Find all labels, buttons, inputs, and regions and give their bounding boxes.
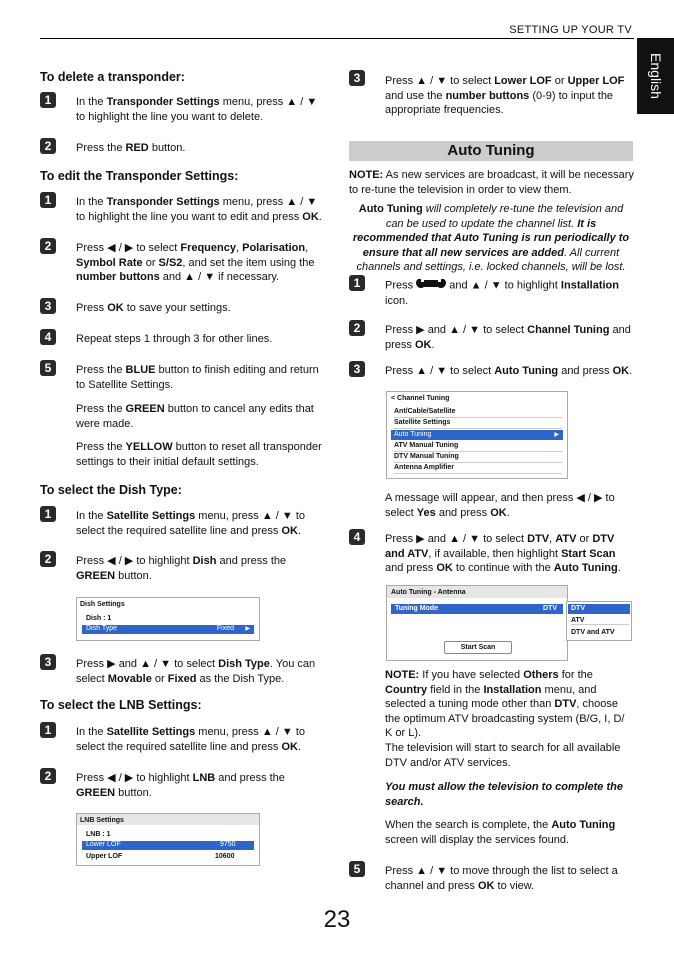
search-text: The television will start to search for all available DTV and/or ATV services. bbox=[385, 742, 621, 769]
edit-step-4: Repeat steps 1 through 3 for other lines. bbox=[76, 333, 273, 345]
edit-step-5-green: Press the GREEN button to cancel any edits that were made. bbox=[76, 403, 314, 430]
tuning-step-3: Press ▲ / ▼ to select Auto Tuning and press OK. bbox=[385, 365, 633, 377]
tuning-mode-row[interactable]: Tuning Mode DTV bbox=[391, 604, 563, 614]
option-dtv[interactable]: DTV bbox=[568, 604, 630, 614]
menu-item-auto-tuning[interactable]: Auto Tuning ▶ bbox=[391, 430, 563, 440]
auto-tuning-note: NOTE: As new services are broadcast, it will be necessary to re-tune the television in order to view them. bbox=[349, 169, 634, 196]
header-rule bbox=[40, 38, 634, 39]
channel-tuning-back[interactable]: < Channel Tuning bbox=[391, 395, 450, 402]
auto-tuning-antenna-title: Auto Tuning - Antenna bbox=[391, 589, 466, 596]
page-number: 23 bbox=[323, 906, 351, 933]
menu-item-antenna-amplifier[interactable]: Antenna Amplifier bbox=[394, 464, 562, 474]
dish-step-2: Press ◀ / ▶ to highlight Dish and press the GREEN button. bbox=[76, 555, 287, 582]
delete-step-1: In the Transponder Settings menu, press ▲ / ▼ to highlight the line you want to delete. bbox=[76, 96, 318, 123]
step-number: 3 bbox=[40, 654, 56, 670]
auto-tuning-antenna-box bbox=[386, 585, 568, 661]
step-number: 4 bbox=[40, 329, 56, 345]
step-number: 5 bbox=[349, 861, 365, 877]
lnb-step-1: In the Satellite Settings menu, press ▲ / ▼ to select the required satellite line and press OK. bbox=[76, 726, 306, 753]
step-number: 2 bbox=[40, 238, 56, 254]
edit-step-1: In the Transponder Settings menu, press ▲ / ▼ to highlight the line you want to edit and press OK. bbox=[76, 196, 322, 223]
arrow-right-icon: ▶ bbox=[554, 432, 559, 438]
arrow-right-icon: ▶ bbox=[245, 626, 250, 632]
search-complete-text: When the search is complete, the Auto Tuning screen will display the services found. bbox=[385, 819, 616, 846]
dish-type-row[interactable]: Dish Type Fixed ▶ bbox=[82, 625, 254, 634]
edit-step-5: Press the BLUE button to finish editing and return to Satellite Settings. bbox=[76, 364, 319, 391]
delete-transponder-title: To delete a transponder: bbox=[40, 70, 185, 84]
dish-step-1: In the Satellite Settings menu, press ▲ / ▼ to select the required satellite line and press OK. bbox=[76, 510, 306, 537]
step-number: 1 bbox=[40, 722, 56, 738]
lnb-settings-title: To select the LNB Settings: bbox=[40, 698, 202, 712]
delete-step-2: Press the RED button. bbox=[76, 142, 186, 154]
tuning-mode-dropdown[interactable] bbox=[566, 601, 632, 641]
step-number: 1 bbox=[40, 92, 56, 108]
dish-step-3: Press ▶ and ▲ / ▼ to select Dish Type. You can select Movable or Fixed as the Dish Type. bbox=[76, 658, 316, 685]
lnb-settings-title: LNB Settings bbox=[80, 817, 124, 824]
edit-step-2: Press ◀ / ▶ to select Frequency, Polarisation, Symbol Rate or S/S2, and set the item using the number buttons and ▲ / ▼ if necessary. bbox=[76, 242, 315, 283]
wrench-icon bbox=[416, 278, 446, 294]
step-number: 5 bbox=[40, 360, 56, 376]
step-number: 2 bbox=[40, 551, 56, 567]
section-header: SETTING UP YOUR TV bbox=[509, 24, 632, 36]
lnb-step-2: Press ◀ / ▶ to highlight LNB and press the GREEN button. bbox=[76, 772, 285, 799]
step-number: 3 bbox=[349, 70, 365, 86]
tuning-step-1: Press and ▲ / ▼ to highlight Installation icon. bbox=[385, 279, 619, 307]
language-label: English bbox=[648, 53, 664, 99]
step-number: 4 bbox=[349, 529, 365, 545]
step-number: 1 bbox=[349, 275, 365, 291]
language-tab bbox=[637, 38, 674, 114]
start-scan-button[interactable]: Start Scan bbox=[444, 641, 512, 654]
step-number: 2 bbox=[40, 138, 56, 154]
step-number: 2 bbox=[349, 320, 365, 336]
lnb-step-3: Press ▲ / ▼ to select Lower LOF or Upper LOF and use the number buttons (0-9) to input the appropriate frequencies. bbox=[385, 75, 625, 116]
edit-transponder-title: To edit the Transponder Settings: bbox=[40, 169, 239, 183]
dish-number: Dish : 1 bbox=[86, 615, 112, 622]
step-number: 2 bbox=[40, 768, 56, 784]
channel-tuning-box bbox=[386, 391, 568, 479]
step-number: 1 bbox=[40, 506, 56, 522]
dish-settings-box bbox=[76, 597, 260, 641]
menu-item-dtv-manual-tuning[interactable]: DTV Manual Tuning bbox=[394, 453, 562, 463]
edit-step-5-yellow: Press the YELLOW button to reset all transponder settings to their initial default settings. bbox=[76, 441, 322, 468]
message-text: A message will appear, and then press ◀ / ▶ to select Yes and press OK. bbox=[385, 492, 615, 519]
upper-lof-label[interactable]: Upper LOF bbox=[86, 853, 123, 860]
dish-type-title: To select the Dish Type: bbox=[40, 483, 182, 497]
tuning-step-5: Press ▲ / ▼ to move through the list to select a channel and press OK to view. bbox=[385, 865, 618, 892]
step-number: 1 bbox=[40, 192, 56, 208]
menu-item-atv-manual-tuning[interactable]: ATV Manual Tuning bbox=[394, 442, 562, 452]
lnb-number: LNB : 1 bbox=[86, 831, 111, 838]
auto-tuning-warning: Auto Tuning will completely re-tune the television and can be used to update the channel list. It is recommended that Auto Tuning is run periodically to ensure that all new services are added. All current channels and settings, i.e. locked channels, will be lost. bbox=[352, 203, 630, 273]
option-dtv-and-atv[interactable]: DTV and ATV bbox=[571, 629, 615, 636]
upper-lof-value: 10600 bbox=[215, 853, 235, 860]
lower-lof-row[interactable]: Lower LOF 9750 bbox=[82, 841, 254, 850]
lnb-settings-box bbox=[76, 813, 260, 866]
allow-complete-text: You must allow the television to complete the search. bbox=[385, 781, 623, 808]
menu-item-satellite-settings[interactable]: Satellite Settings bbox=[394, 419, 562, 429]
dish-settings-title: Dish Settings bbox=[80, 601, 125, 608]
auto-tuning-section-title: Auto Tuning bbox=[349, 141, 633, 161]
edit-step-3: Press OK to save your settings. bbox=[76, 302, 231, 314]
tuning-step-4: Press ▶ and ▲ / ▼ to select DTV, ATV or DTV and ATV, if available, then highlight Start Scan and press OK to continue with the Auto Tuning. bbox=[385, 533, 621, 574]
tuning-step-2: Press ▶ and ▲ / ▼ to select Channel Tuning and press OK. bbox=[385, 324, 631, 351]
country-note: NOTE: If you have selected Others for the Country field in the Installation menu, and selected a tuning mode other than DTV, choose the optimum ATV broadcasting system (B/G, I, D/ K or L). bbox=[385, 669, 625, 739]
step-number: 3 bbox=[40, 298, 56, 314]
step-number: 3 bbox=[349, 361, 365, 377]
menu-item-ant-cable-satellite[interactable]: Ant/Cable/Satellite bbox=[394, 408, 562, 418]
option-atv[interactable]: ATV bbox=[571, 617, 629, 625]
